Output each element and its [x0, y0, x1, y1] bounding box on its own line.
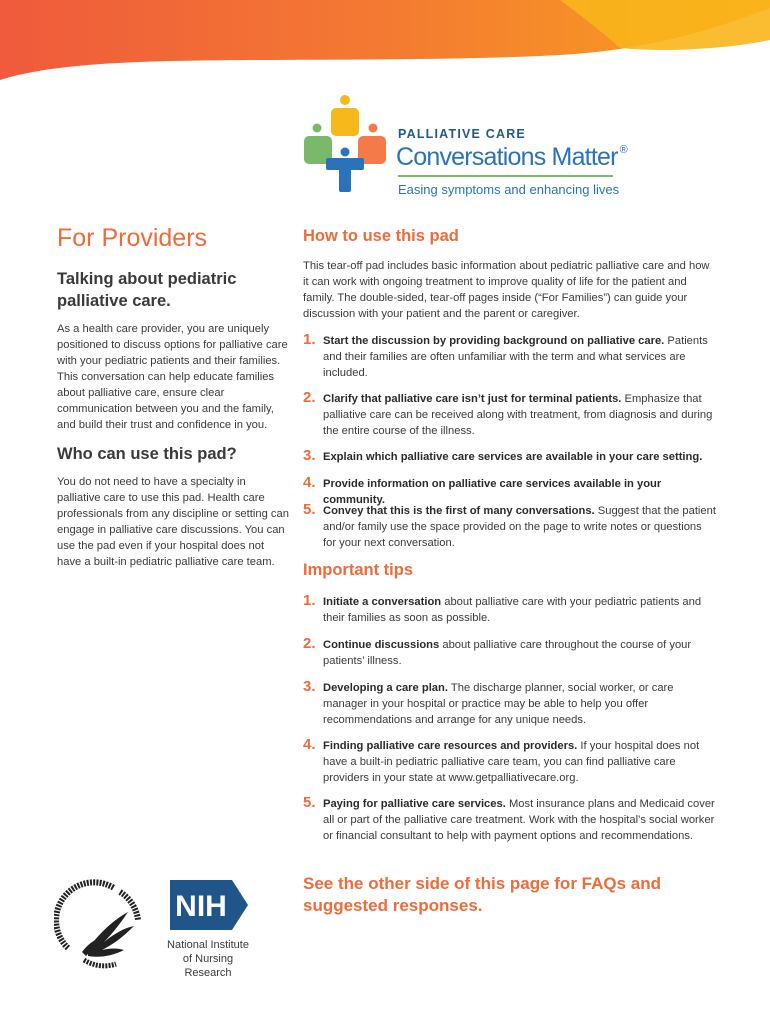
tip-item-1 — [303, 594, 717, 626]
who-heading: Who can use this pad? — [57, 445, 237, 463]
item-bold: Developing a care plan. — [323, 682, 448, 694]
item-text: The discharge planner, social worker, or care manager in your hospital or practice may be able to help you offer recommendations and arrange for any unique needs. — [323, 682, 674, 726]
tip-item-3 — [303, 680, 717, 728]
how-item-5 — [303, 503, 717, 551]
nih-institute-name — [158, 938, 258, 980]
item-number: 1. — [303, 331, 316, 348]
nih-logo-icon — [170, 880, 250, 930]
how-item-3 — [303, 449, 717, 465]
nih-line2: of Nursing Research — [182, 953, 234, 979]
nih-mark: NIH — [175, 890, 227, 923]
item-text: Emphasize that palliative care can be received along with treatment, from diagnosis and during the entire course of the illness. — [323, 393, 713, 437]
item-bold: Initiate a conversation — [323, 596, 442, 608]
how-heading: How to use this pad — [303, 227, 459, 245]
item-text: about palliative care with your pediatric patients and their families as soon as possible. — [323, 596, 702, 624]
item-text: Patients and their families are often unfamiliar with the term and what services are included. — [323, 335, 708, 379]
item-number: 5. — [303, 794, 316, 811]
how-item-1 — [303, 333, 717, 381]
page-title: For Providers — [57, 224, 208, 252]
item-text: about palliative care throughout the course of your patients’ illness. — [323, 639, 692, 667]
item-number: 4. — [303, 474, 316, 491]
item-text: If your hospital does not have a built-in pediatric palliative care team, you can find palliative care providers in your state at www.getpalliativecare.org. — [323, 740, 700, 784]
how-intro: This tear-off pad includes basic information about pediatric palliative care and how it can work with ongoing treatment to improve quality of life for the patient and family. The double-sided, tear-off pages inside (“For Families”) can guide your discussion with your patient and the parent or caregiver. — [303, 260, 710, 320]
talking-heading: Talking about pediatric palliative care. — [57, 270, 237, 310]
palliative-care-logo-icon — [300, 94, 390, 194]
item-number: 2. — [303, 389, 316, 406]
item-bold: Continue discussions — [323, 639, 440, 651]
tips-heading: Important tips — [303, 561, 413, 579]
item-bold: Finding palliative care resources and providers. — [323, 740, 578, 752]
item-bold: Convey that this is the first of many conversations. — [323, 505, 595, 517]
logo-line2: Conversations Matter ® — [396, 143, 627, 171]
see-other-side-note: See the other side of this page for FAQs and suggested responses. — [303, 874, 662, 915]
item-bold: Start the discussion by providing background on palliative care. — [323, 335, 665, 347]
item-bold: Explain which palliative care services are available in your care setting. — [323, 451, 703, 463]
registered-mark: ® — [619, 144, 627, 156]
item-bold: Paying for palliative care services. — [323, 798, 506, 810]
talking-body: As a health care provider, you are uniquely positioned to discuss options for palliative care with your pediatric patients and their families. This conversation can help educate families about palliative care, ensure clear communication between you and the family, and build their trust and confidence in you. — [57, 323, 288, 431]
tip-item-5 — [303, 796, 717, 844]
tip-item-2 — [303, 637, 717, 669]
item-text: Suggest that the patient and/or family use the space provided on the page to write notes or questions for your next conversation. — [323, 505, 716, 549]
item-bold: Clarify that palliative care isn’t just for terminal patients. — [323, 393, 622, 405]
item-number: 1. — [303, 592, 316, 609]
item-number: 2. — [303, 635, 316, 652]
logo-rule — [398, 175, 613, 177]
who-body: You do not need to have a specialty in palliative care to use this pad. Health care professionals from any discipline or setting can engage in palliative care discussions. You can use the pad even if your hospital does not have a built-in pediatric palliative care team. — [57, 476, 289, 568]
logo-line1: PALLIATIVE CARE — [398, 127, 526, 141]
item-number: 3. — [303, 447, 316, 464]
item-number: 3. — [303, 678, 316, 695]
nih-line1: National Institute — [167, 939, 249, 951]
item-number: 5. — [303, 501, 316, 518]
logo-tagline: Easing symptoms and enhancing lives — [398, 182, 620, 197]
header-decoration — [0, 0, 770, 90]
item-bold: Provide information on palliative care services available in your community. — [323, 478, 662, 506]
how-item-2 — [303, 391, 717, 439]
item-number: 4. — [303, 736, 316, 753]
hhs-seal-icon — [54, 878, 146, 970]
tip-item-4 — [303, 738, 717, 786]
item-text: Most insurance plans and Medicaid cover all or part of the palliative care treatment. Work with the hospital’s social worker or financial consultant to help with payment options and recommendations. — [323, 798, 715, 842]
